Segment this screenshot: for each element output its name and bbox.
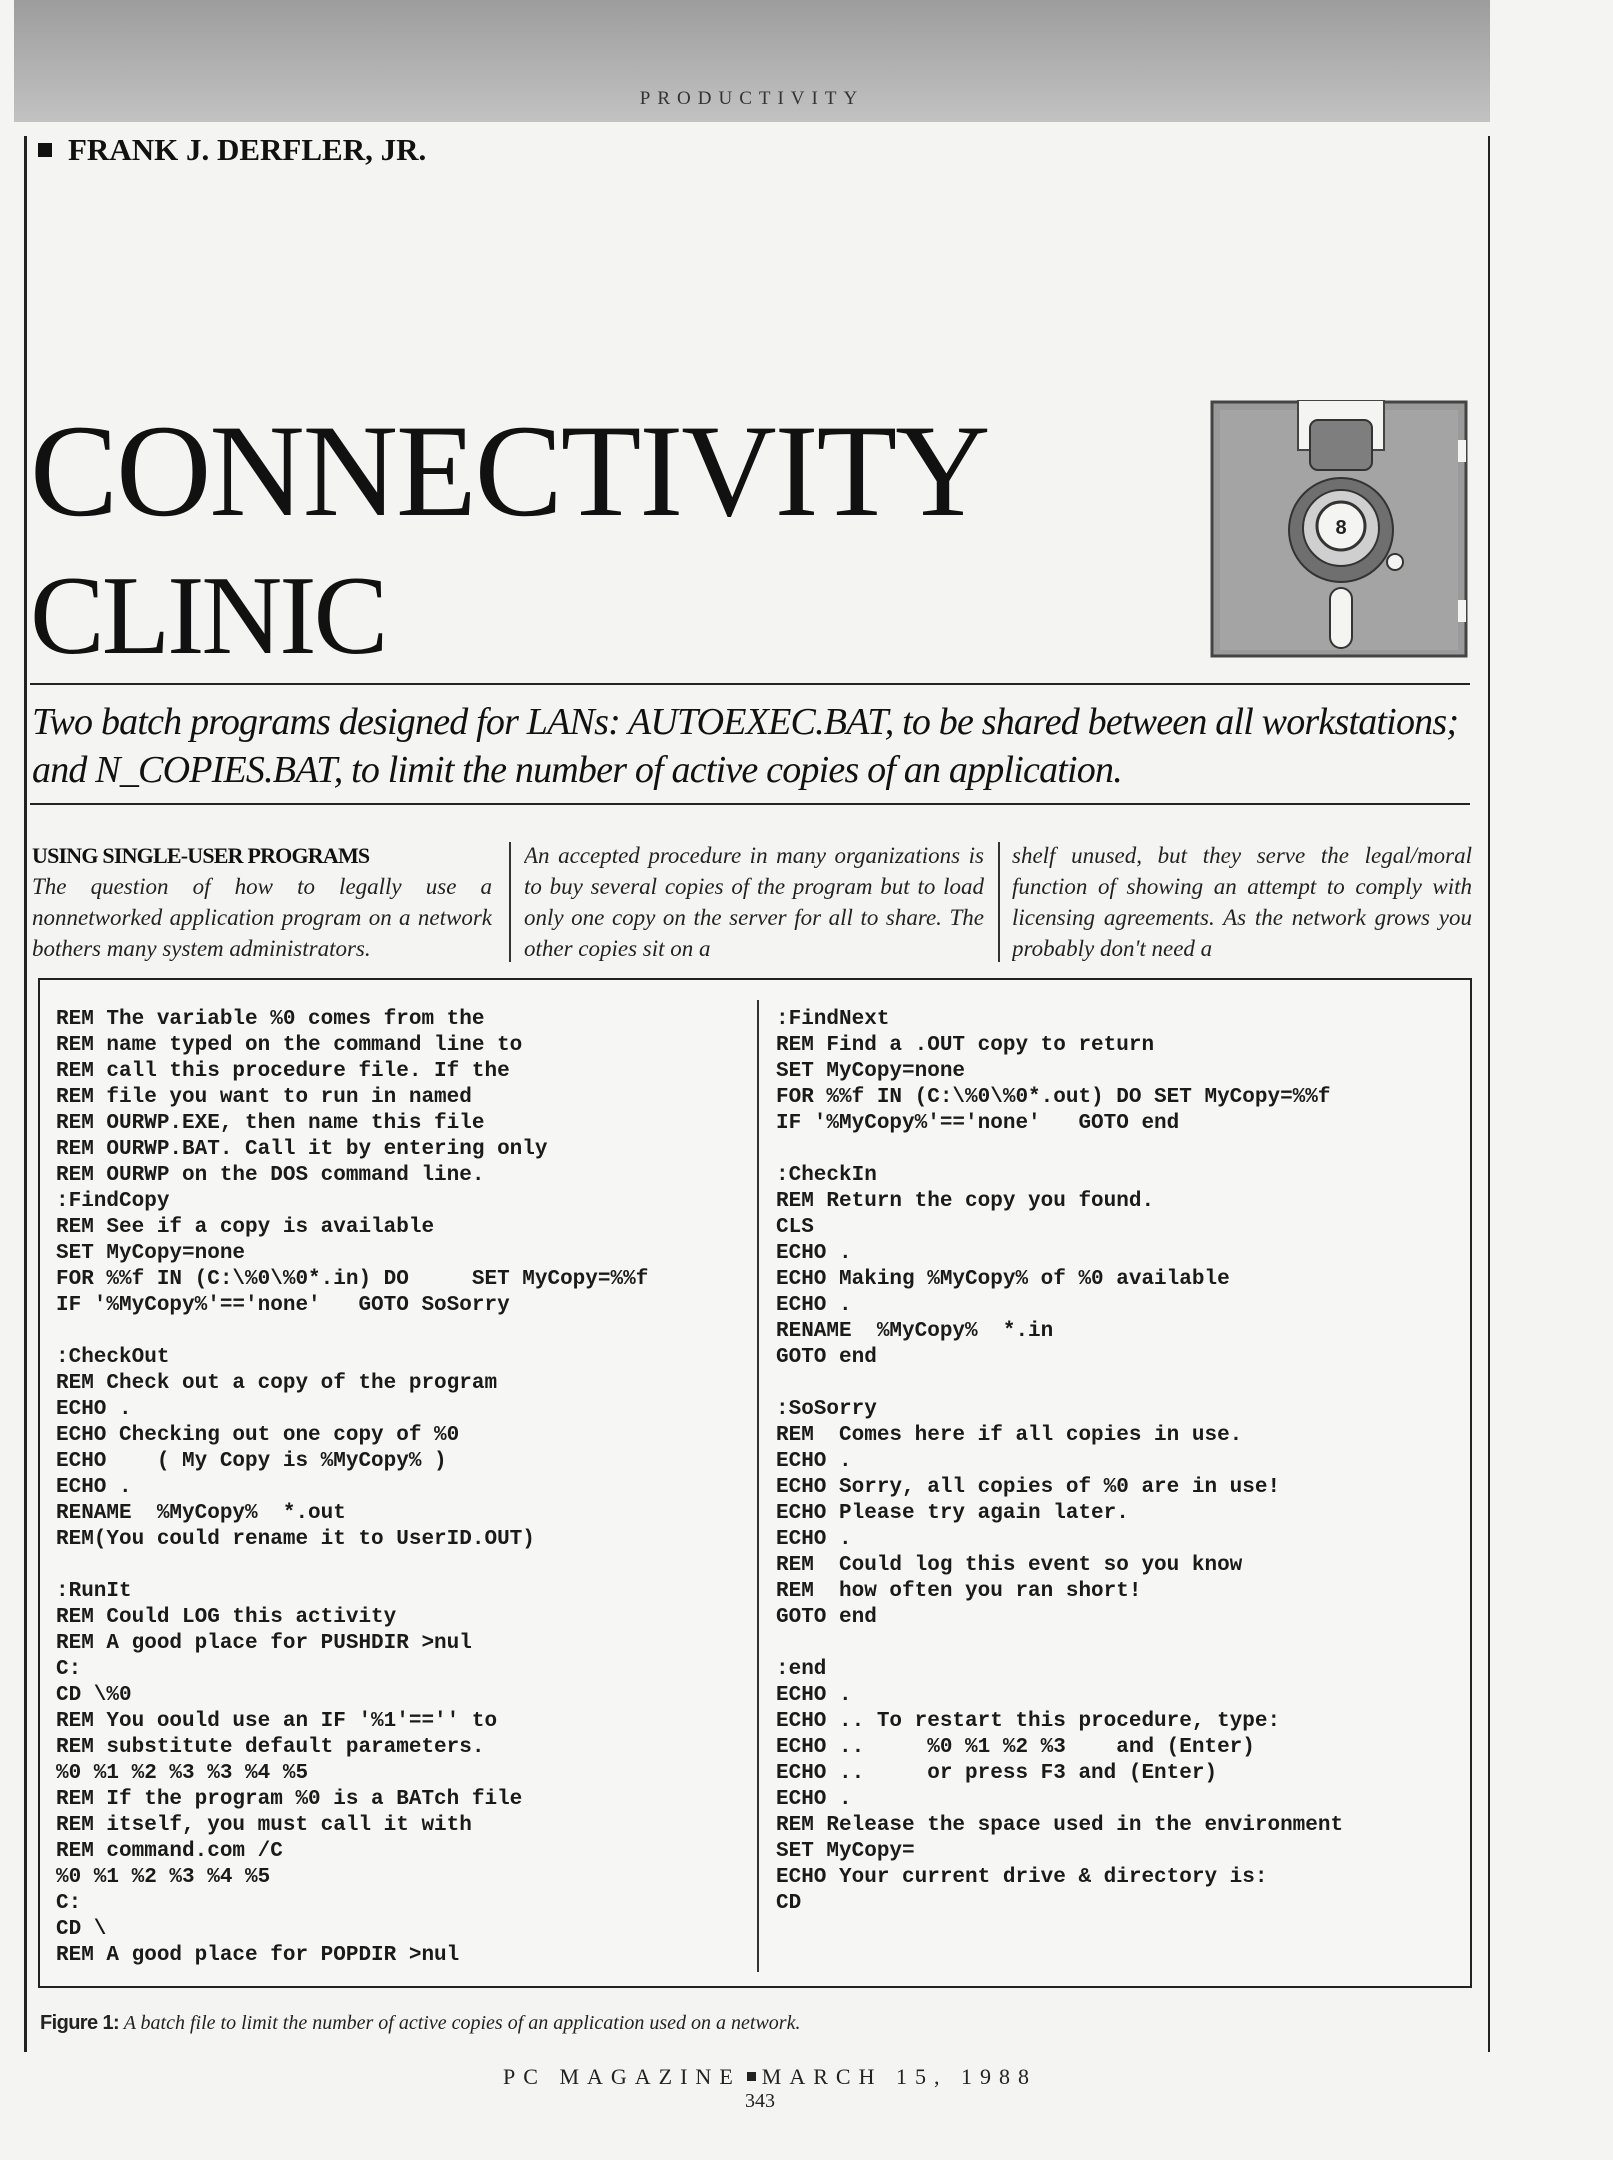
- rule-top: [30, 683, 1470, 685]
- article-column-1: [32, 840, 492, 970]
- code-listing-left: REM The variable %0 comes from the REM name typed on the command line to REM call this procedure file. If the REM file you want to run in named REM OURWP.EXE, then name this file REM OURWP.BAT. Call it by entering only REM OURWP on the DOS command line. :FindCopy REM See if a copy is available SET MyCopy=none FOR %%f IN (C:\%0\%0*.in) DO SET MyCopy=%%f IF '%MyCopy%'=='none' GOTO SoSorry :CheckOut REM Check out a copy of the program ECHO . ECHO Checking out one copy of %0 ECHO ( My Copy is %MyCopy% ) ECHO . RENAME %MyCopy% *.out REM(You could rename it to UserID.OUT) :RunIt REM Could LOG this activity REM A good place for PUSHDIR >nul C: CD \%0 REM You oould use an IF '%1'=='' to REM substitute default parameters. %0 %1 %2 %3 %3 %4 %5 REM If the program %0 is a BATch file REM itself, you must call it with REM command.com /C %0 %1 %2 %3 %4 %5 C: CD \ REM A good place for POPDIR >nul: [56, 1008, 649, 1967]
- page-number: 343: [745, 2090, 775, 2112]
- disk-label: 8: [1335, 517, 1347, 539]
- rule-bottom: [30, 803, 1470, 805]
- footer: [0, 2064, 1540, 2090]
- left-rule: [24, 136, 27, 2052]
- deck: Two batch programs designed for LANs: AUTOEXEC.BAT, to be shared between all workstations; and N_COPIES.BAT, to limit the number of active copies of an application.: [32, 701, 1459, 791]
- floppy-disk-icon: [1210, 400, 1470, 665]
- article-column-3: [1012, 840, 1472, 970]
- right-rule: [1488, 136, 1490, 2052]
- footer-magazine: PC MAGAZINE: [503, 2064, 741, 2089]
- byline: [38, 132, 426, 168]
- article-col3-text: shelf unused, but they serve the legal/moral function of showing an attempt to comply with licensing agreements. As the network grows you probably don't need a: [1012, 843, 1472, 961]
- bullet-square: [38, 143, 52, 157]
- figure-caption: [40, 2012, 800, 2035]
- figure-divider: [757, 1000, 759, 1972]
- column-rule: [509, 842, 511, 962]
- footer-bullet: [747, 2072, 756, 2081]
- title-line-1: CONNECTIVITY: [30, 397, 989, 544]
- section-label: PRODUCTIVITY: [639, 88, 865, 109]
- byline-text: FRANK J. DERFLER, JR.: [68, 132, 427, 167]
- article-heading: USING SINGLE-USER PROGRAMS: [32, 843, 370, 868]
- code-listing-right: :FindNext REM Find a .OUT copy to return SET MyCopy=none FOR %%f IN (C:\%0\%0*.out) DO SET MyCopy=%%f IF '%MyCopy%'=='none' GOTO end :CheckIn REM Return the copy you found. CLS ECHO . ECHO Making %MyCopy% of %0 available ECHO . RENAME %MyCopy% *.in GOTO end :SoSorry REM Comes here if all copies in use. ECHO . ECHO Sorry, all copies of %0 are in use! ECHO Please try again later. ECHO . REM Could log this event so you know REM how often you ran short! GOTO end :end ECHO . ECHO .. To restart this procedure, type: ECHO .. %0 %1 %2 %3 and (Enter) ECHO .. or press F3 and (Enter) ECHO . REM Release the space used in the environment SET MyCopy= ECHO Your current drive & directory is: CD: [776, 1008, 1344, 1915]
- article-col1-text: The question of how to legally use a nonnetworked application program on a network bothers many system administrators.: [32, 874, 492, 961]
- footer-date: MARCH 15, 1988: [761, 2064, 1037, 2089]
- caption-label: Figure 1:: [40, 2012, 120, 2034]
- title-line-2: CLINIC: [30, 554, 386, 678]
- caption-text: A batch file to limit the number of active copies of an application used on a network.: [123, 2012, 801, 2034]
- column-rule: [998, 842, 1000, 962]
- article-col2-text: An accepted procedure in many organizations is to buy several copies of the program but to load only one copy on the server for all to share. The other copies sit on a: [524, 843, 984, 961]
- article-column-2: [524, 840, 984, 970]
